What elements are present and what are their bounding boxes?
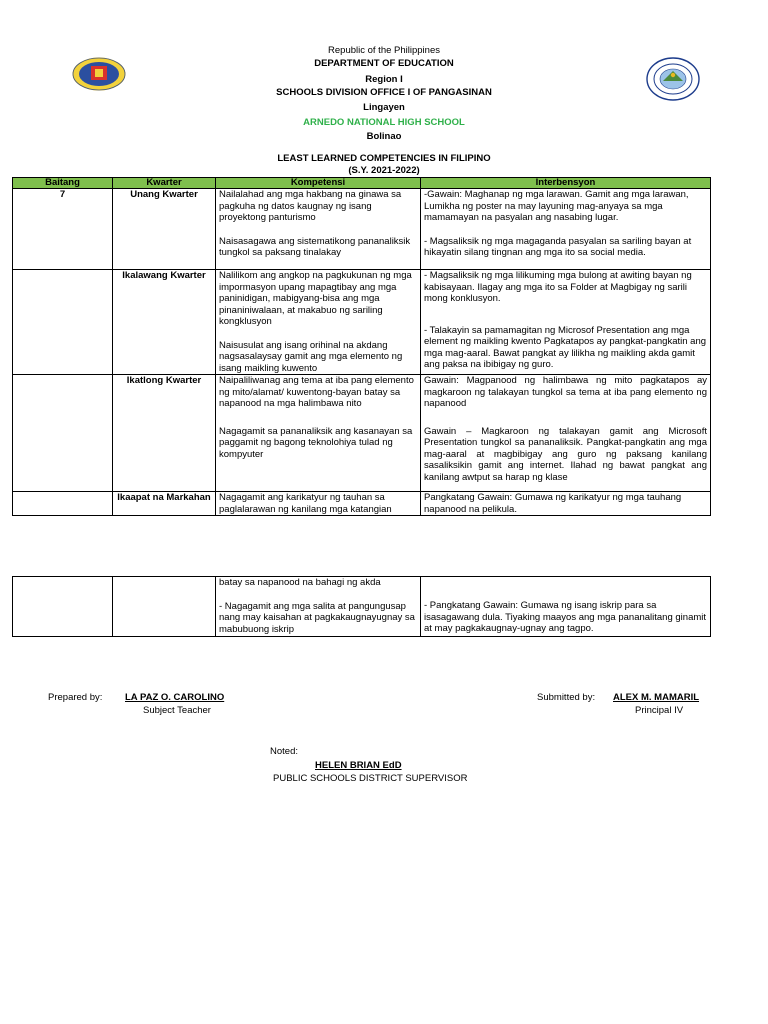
noted-label: Noted: (270, 746, 298, 757)
quarter-cell: Unang Kwarter (113, 189, 216, 270)
competency-item: Nagagamit sa pananaliksik ang kasanayan sa paggamit ng bagong teknolohiya tulad ng kompyuter (219, 425, 413, 460)
school-year: (S.Y. 2021-2022) (348, 165, 420, 176)
quarter-cell: Ikatlong Kwarter (113, 375, 216, 492)
header-school-name: ARNEDO NATIONAL HIGH SCHOOL (303, 117, 465, 128)
intervention-item: - Pangkatang Gawain: Gumawa ng isang iskrip para sa isasagawang dula. Tiyaking maayos ang mga pananalitang ginamit at may pagkakaugnay-ugnay ang tagpo. (424, 600, 707, 634)
competency-item: - Nagagamit ang mga salita at pangungusap nang may kaisahan at pagkakaugnayugnay sa mabubuong iskrip (219, 600, 415, 635)
intervention-item: - Magsaliksik ng mga lilikuming mga bulong at awiting bayan ng kabisayaan. Ilagay ang mga ito sa Folder at Magbigay ng sarili mong konklusyon. (424, 270, 692, 304)
intervention-item: - Talakayin sa pamamagitan ng Microsof Presentation ang mga element ng maikling kwento Pagkatapos ay pangkat-pangkatin ang mga mag-aaral. Bawat pangkat ay lilikha ng maikling akda gamit ang paksa na ibibigay ng guro. (424, 324, 707, 370)
grade-cell (13, 270, 113, 375)
grade-cell (13, 375, 113, 492)
header-city: Lingayen (363, 102, 405, 113)
document-title: LEAST LEARNED COMPETENCIES IN FILIPINO (277, 153, 491, 164)
table-row (13, 189, 711, 270)
intervention-item: Gawain – Magkaroon ng talakayan gamit ang Microsoft Presentation tungkol sa pananaliksik. Pangkat-pangkatin ang mga mag-aaral at magbibigay ang guro ng paksang kanilang sasaliksikin gamit ang internet. Ilahad ng bawat pangkat ang kanilang awtput sa harap ng klase (424, 425, 707, 483)
header-republic: Republic of the Philippines (328, 45, 440, 56)
competency-cell (216, 375, 421, 492)
intervention-cell (421, 577, 711, 637)
header-town: Bolinao (366, 131, 402, 142)
intervention-item: - Magsaliksik ng mga magaganda pasyalan sa sariling bayan at hikayatin silang tingnan ang mga ito sa social media. (424, 235, 692, 258)
competency-item: batay sa napanood na bahagi ng akda (219, 577, 381, 588)
competency-cell (216, 577, 421, 637)
grade-cell (13, 577, 113, 637)
header-kwarter: Kwarter (113, 178, 216, 189)
intervention-item: Pangkatang Gawain: Gumawa ng karikatyur ng mga tauhang napanood na pelikula. (424, 492, 682, 515)
intervention-cell (421, 492, 711, 516)
competency-item: Naisasagawa ang sistematikong pananaliksik tungkol sa paksang tinalakay (219, 235, 411, 258)
table-row (13, 492, 711, 516)
intervention-item: -Gawain: Maghanap ng mga larawan. Gamit ang mga larawan, Lumikha ng poster na may layuning mag-anyaya sa mga mamamayan na pasyalan ang nasabing lugar. (424, 189, 689, 223)
competency-item: Nailalahad ang mga hakbang na ginawa sa pagkuha ng datos kaugnay ng isang proyektong panturismo (219, 189, 402, 223)
header-deped: DEPARTMENT OF EDUCATION (314, 58, 454, 69)
header-region: Region I (365, 74, 403, 85)
header-interbensyon: Interbensyon (421, 178, 711, 189)
competency-item: Naipaliliwanag ang tema at iba pang elemento ng mito/alamat/ kuwentong-bayan batay sa napanood na mga halimbawa nito (219, 375, 414, 409)
prepared-by-title: Subject Teacher (143, 705, 211, 716)
noted-title: PUBLIC SCHOOLS DISTRICT SUPERVISOR (273, 773, 468, 784)
noted-name: HELEN BRIAN EdD (315, 760, 402, 771)
competency-cell (216, 189, 421, 270)
competencies-table-continued (12, 576, 711, 637)
header-baitang: Baitang (13, 178, 113, 189)
table-row (13, 577, 711, 637)
header-kompetensi: Kompetensi (216, 178, 421, 189)
prepared-by-label: Prepared by: (48, 692, 103, 703)
table-header-row (13, 178, 711, 189)
intervention-item: Gawain: Magpanood ng halimbawa ng mito pagkatapos ay magkaroon ng talakayan tungkol sa tema at iba pang elemento ng napanood (424, 375, 707, 409)
competency-cell (216, 270, 421, 375)
quarter-cell (113, 577, 216, 637)
competencies-table (12, 177, 711, 516)
competency-item: Nalilikom ang angkop na pagkukunan ng mga impormasyon upang mapagtibay ang mga paninidigan, mabigyang-bisa ang mga pinaniniwalaan, at makabuo ng sariling kongklusyon (219, 270, 412, 327)
table-row (13, 270, 711, 375)
competency-item: Nagagamit ang karikatyur ng tauhan sa paglalarawan ng kanilang mga katangian (219, 492, 392, 515)
prepared-by-name: LA PAZ O. CAROLINO (125, 692, 225, 703)
table-row (13, 375, 711, 492)
header-division-office: SCHOOLS DIVISION OFFICE I OF PANGASINAN (276, 87, 492, 98)
competency-cell (216, 492, 421, 516)
grade-cell: 7 (13, 189, 113, 270)
intervention-cell (421, 375, 711, 492)
submitted-by-name: ALEX M. MAMARIL (613, 692, 700, 703)
grade-cell (13, 492, 113, 516)
submitted-by-label: Submitted by: (537, 692, 596, 703)
submitted-by-title: Principal IV (635, 705, 684, 716)
intervention-cell (421, 270, 711, 375)
intervention-cell (421, 189, 711, 270)
competency-item: Naisusulat ang isang orihinal na akdang nagsasalaysay gamit ang mga elemento ng isang maikling kuwento (219, 339, 403, 374)
quarter-cell: Ikalawang Kwarter (113, 270, 216, 375)
quarter-cell: Ikaapat na Markahan (113, 492, 216, 516)
